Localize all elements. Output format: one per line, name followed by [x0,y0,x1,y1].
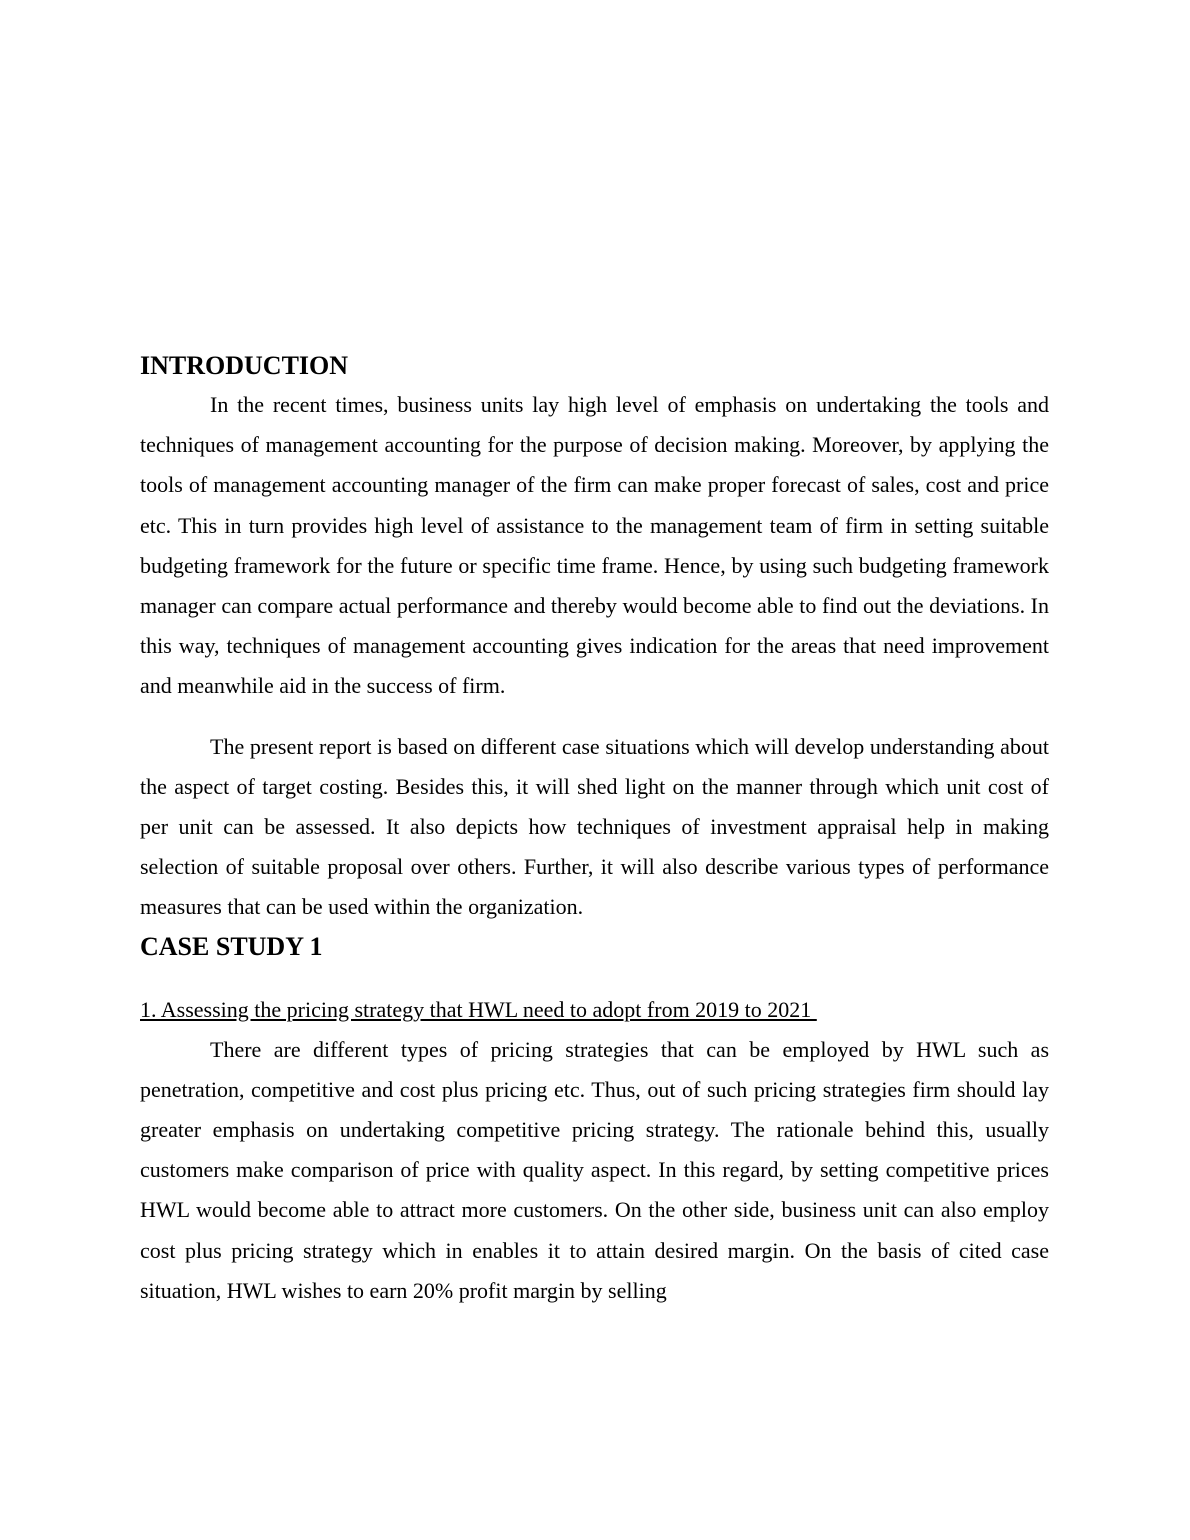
introduction-heading: INTRODUCTION [140,351,349,380]
case-study-1-subheading: 1. Assessing the pricing strategy that HWL need to adopt from 2019 to 2021 [140,996,817,1022]
case-study-1-heading: CASE STUDY 1 [140,931,323,961]
document-page [140,347,1049,1311]
introduction-paragraph-2: The present report is based on different case situations which will develop understanding about the aspect of target costing. Besides this, it will shed light on the manner through which unit cost of per unit can be assessed. It also depicts how techniques of investment appraisal help in making selection of suitable proposal over others. Further, it will also describe various types of performance measures that can be used within the organization. [140,733,1049,920]
case-study-1-paragraph: There are different types of pricing strategies that can be employed by HWL such as penetration, competitive and cost plus pricing etc. Thus, out of such pricing strategies firm should lay greater emphasis on undertaking competitive pricing strategy. The rationale behind this, usually customers make comparison of price with quality aspect. In this regard, by setting competitive prices HWL would become able to attract more customers. On the other side, business unit can also employ cost plus pricing strategy which in enables it to attain desired margin. On the basis of cited case situation, HWL wishes to earn 20% profit margin by selling [140,1036,1049,1303]
paragraph-spacer [140,707,1049,727]
introduction-paragraph-1: In the recent times, business units lay high level of emphasis on undertaking the tools and techniques of management accounting for the purpose of decision making. Moreover, by applying the tools of management accounting manager of the firm can make proper forecast of sales, cost and price etc. This in turn provides high level of assistance to the management team of firm in setting suitable budgeting framework for the future or specific time frame. Hence, by using such budgeting framework manager can compare actual performance and thereby would become able to find out the deviations. In this way, techniques of management accounting gives indication for the areas that need improvement and meanwhile aid in the success of firm. [140,392,1049,699]
